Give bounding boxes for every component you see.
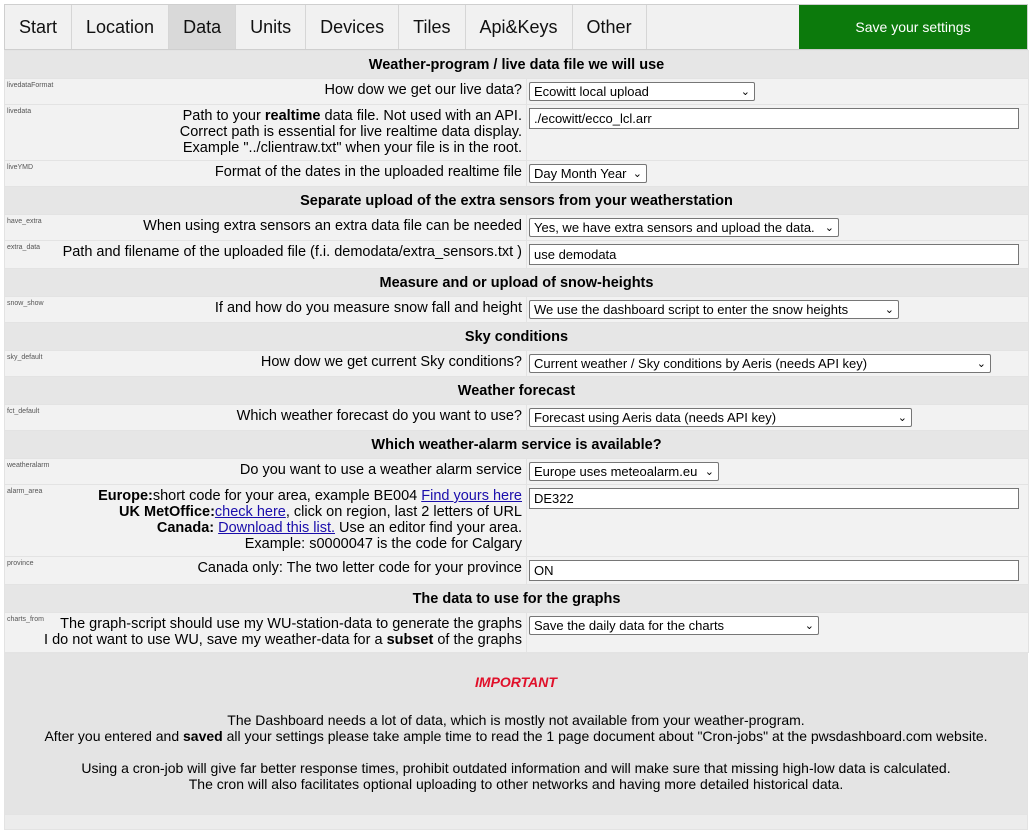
tab-units[interactable]: Units: [236, 5, 306, 49]
download-list-link[interactable]: Download this list.: [218, 520, 335, 536]
tab-other[interactable]: Other: [573, 5, 647, 49]
setting-key: fct_default: [7, 408, 40, 415]
row-label: [5, 613, 527, 653]
find-yours-link[interactable]: Find yours here: [421, 488, 522, 504]
row-province: [5, 557, 1029, 585]
row-charts-from: [5, 613, 1029, 653]
row-label: [5, 405, 527, 431]
row-label: [5, 105, 527, 161]
row-extra-data: [5, 241, 1029, 269]
row-value: [527, 613, 1029, 653]
row-live-ymd: [5, 161, 1029, 187]
select-value: Day Month Year: [534, 166, 627, 181]
setting-label: Canada only: The two letter code for your province: [197, 560, 522, 576]
row-label: [5, 297, 527, 323]
section-title: Measure and or upload of snow-heights: [5, 269, 1029, 297]
setting-label: How dow we get current Sky conditions?: [260, 354, 522, 370]
setting-label: Path and filename of the uploaded file (f.i. demodata/extra_sensors.txt ): [62, 244, 522, 260]
forecast-select[interactable]: [529, 408, 912, 427]
select-value: Ecowitt local upload: [534, 84, 649, 99]
row-alarm-area: [5, 485, 1029, 557]
province-input[interactable]: ON: [529, 560, 1019, 581]
chevron-down-icon: ⌄: [884, 304, 894, 316]
extra-data-input[interactable]: use demodata: [529, 244, 1019, 265]
select-value: Save the daily data for the charts: [534, 618, 725, 633]
important-line: The Dashboard needs a lot of data, which is mostly not available from your weather-program.: [227, 712, 805, 728]
have-extra-select[interactable]: [529, 218, 839, 237]
setting-label: How dow we get our live data?: [324, 82, 522, 98]
tab-bar-spacer: [647, 5, 799, 49]
select-value: Current weather / Sky conditions by Aeris (needs API key): [534, 356, 868, 371]
snow-show-select[interactable]: [529, 300, 899, 319]
setting-label: Format of the dates in the uploaded realtime file: [214, 164, 522, 180]
setting-key: charts_from: [7, 616, 44, 623]
row-value: [527, 241, 1029, 269]
chevron-down-icon: ⌄: [824, 222, 834, 234]
alarm-area-canada: Canada: Download this list. Use an editor find your area.: [156, 520, 522, 536]
setting-key: alarm_area: [7, 488, 43, 495]
setting-key: extra_data: [7, 244, 41, 251]
chevron-down-icon: ⌄: [704, 466, 714, 478]
row-label: [5, 241, 527, 269]
livedata-format-select[interactable]: [529, 82, 755, 101]
tab-api-keys[interactable]: Api&Keys: [466, 5, 573, 49]
row-value: [527, 351, 1029, 377]
sky-conditions-select[interactable]: [529, 354, 991, 373]
bottom-bar: [4, 815, 1028, 830]
section-header-snow: [5, 269, 1029, 297]
tab-data[interactable]: Data: [169, 5, 236, 49]
livedata-path-input[interactable]: ./ecowitt/ecco_lcl.arr: [529, 108, 1019, 129]
row-value: [527, 405, 1029, 431]
section-header-extra-sensors: [5, 187, 1029, 215]
row-fct-default: [5, 405, 1029, 431]
important-title: IMPORTANT: [475, 674, 557, 690]
setting-label: If and how do you measure snow fall and height: [214, 300, 522, 316]
setting-key: snow_show: [7, 300, 44, 307]
important-line: Using a cron-job will give far better response times, prohibit outdated information and will make sure that missing high-low data is calculated.: [81, 760, 951, 776]
check-here-link[interactable]: check here: [214, 504, 286, 520]
alarm-area-uk: UK MetOffice:check here, click on region, last 2 letters of URL: [119, 504, 522, 520]
select-value: Yes, we have extra sensors and upload the data.: [534, 220, 815, 235]
row-value: [527, 459, 1029, 485]
important-line: After you entered and saved all your settings please take ample time to read the 1 page document about "Cron-jobs" at the pwsdashboard.com website.: [44, 728, 988, 744]
setting-key: sky_default: [7, 354, 43, 361]
row-label: [5, 215, 527, 241]
setting-key: weatheralarm: [7, 462, 50, 469]
section-title: Sky conditions: [5, 323, 1029, 351]
select-value: Forecast using Aeris data (needs API key): [534, 410, 777, 425]
row-label: [5, 459, 527, 485]
row-weather-alarm: [5, 459, 1029, 485]
setting-help-line: Example "../clientraw.txt" when your file is in the root.: [182, 140, 522, 156]
tab-tiles[interactable]: Tiles: [399, 5, 465, 49]
spacer: [15, 744, 1017, 760]
setting-label: When using extra sensors an extra data file can be needed: [143, 218, 522, 234]
row-value: [527, 485, 1029, 557]
charts-from-select[interactable]: [529, 616, 819, 635]
alarm-area-europe: Europe:short code for your area, example BE004 Find yours here: [98, 488, 522, 504]
row-value: [527, 79, 1029, 105]
settings-page: [4, 4, 1028, 830]
row-label: [5, 485, 527, 557]
row-value: [527, 161, 1029, 187]
settings-table: [4, 50, 1029, 653]
row-value: [527, 557, 1029, 585]
row-have-extra: [5, 215, 1029, 241]
row-livedata-path: [5, 105, 1029, 161]
section-title: Which weather-alarm service is available?: [5, 431, 1029, 459]
row-livedata-format: [5, 79, 1029, 105]
row-sky-default: [5, 351, 1029, 377]
row-value: [527, 105, 1029, 161]
row-label: [5, 79, 527, 105]
row-value: [527, 215, 1029, 241]
select-value: Europe uses meteoalarm.eu: [534, 464, 698, 479]
tab-devices[interactable]: Devices: [306, 5, 399, 49]
setting-label: Path to your realtime data file. Not used with an API.: [182, 108, 522, 124]
section-title: The data to use for the graphs: [5, 585, 1029, 613]
section-header-forecast: [5, 377, 1029, 405]
section-title: Separate upload of the extra sensors from your weatherstation: [5, 187, 1029, 215]
alarm-area-input[interactable]: DE322: [529, 488, 1019, 509]
select-value: We use the dashboard script to enter the snow heights: [534, 302, 849, 317]
save-settings-button[interactable]: Save your settings: [799, 5, 1027, 49]
important-note: [4, 653, 1028, 815]
tab-start[interactable]: Start: [5, 5, 72, 49]
tab-location[interactable]: Location: [72, 5, 169, 49]
row-value: [527, 297, 1029, 323]
section-header-alarm: [5, 431, 1029, 459]
section-title: Weather-program / live data file we will use: [5, 51, 1029, 79]
chevron-down-icon: ⌄: [897, 412, 907, 424]
setting-label: Do you want to use a weather alarm service: [239, 462, 522, 478]
chevron-down-icon: ⌄: [740, 86, 750, 98]
row-label: [5, 161, 527, 187]
section-header-graphs: [5, 585, 1029, 613]
row-snow-show: [5, 297, 1029, 323]
setting-key: liveYMD: [7, 164, 34, 171]
section-header-live-data: [5, 51, 1029, 79]
setting-label-line2: I do not want to use WU, save my weather-data for a subset of the graphs: [44, 632, 522, 648]
alarm-area-example: Example: s0000047 is the code for Calgary: [244, 536, 522, 552]
section-title: Weather forecast: [5, 377, 1029, 405]
chevron-down-icon: ⌄: [976, 358, 986, 370]
row-label: [5, 557, 527, 585]
setting-label: The graph-script should use my WU-station-data to generate the graphs: [60, 616, 522, 632]
weather-alarm-select[interactable]: [529, 462, 719, 481]
setting-key: province: [7, 560, 34, 567]
date-format-select[interactable]: [529, 164, 647, 183]
chevron-down-icon: ⌄: [804, 620, 814, 632]
setting-key: livedata: [7, 108, 32, 115]
important-line: The cron will also facilitates optional uploading to other networks and having more detailed historical data.: [188, 776, 844, 792]
setting-key: have_extra: [7, 218, 42, 225]
setting-key: livedataFormat: [7, 82, 54, 89]
row-label: [5, 351, 527, 377]
setting-help-line: Correct path is essential for live realtime data display.: [179, 124, 522, 140]
chevron-down-icon: ⌄: [632, 168, 642, 180]
tab-bar: [4, 4, 1028, 50]
section-header-sky: [5, 323, 1029, 351]
setting-label: Which weather forecast do you want to use?: [236, 408, 522, 424]
